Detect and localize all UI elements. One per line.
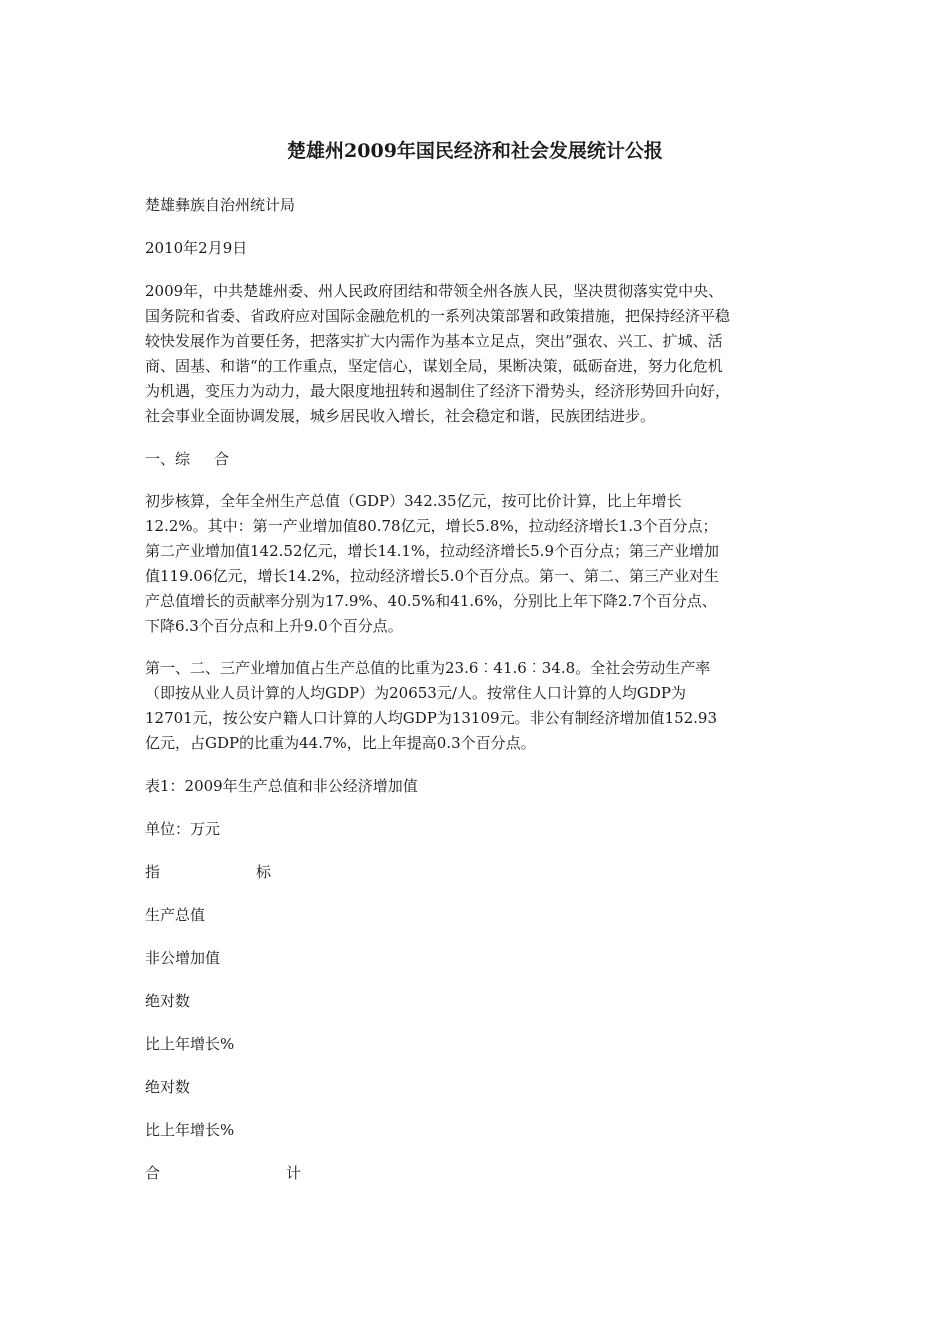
table-col-absolute: 绝对数 xyxy=(145,1078,191,1096)
gdp-paragraph xyxy=(145,489,805,639)
table-col-absolute: 绝对数 xyxy=(145,992,191,1010)
author-line: 楚雄彝族自治州统计局 xyxy=(145,196,296,214)
table-unit: 单位：万元 xyxy=(145,820,221,838)
gdp-line: 产总值增长的贡献率分别为17.9%、40.5%和41.6%，分别比上年下降2.7个百分点、 xyxy=(145,592,717,610)
intro-line: 较快发展作为首要任务，把落实扩大内需作为基本立足点，突出”强农、兴工、扩城、活 xyxy=(145,332,723,350)
gdp-line: 第二产业增加值142.52亿元，增长14.1%，拉动经济增长5.9个百分点；第三产业增加 xyxy=(145,542,719,560)
intro-line: 国务院和省委、省政府应对国际金融危机的一系列决策部署和政策措施，把保持经济平稳 xyxy=(145,307,731,325)
intro-line: 为机遇，变压力为动力，最大限度地扭转和遏制住了经济下滑势头，经济形势回升向好， xyxy=(145,382,731,400)
gdp-line: 初步核算，全年全州生产总值（GDP）342.35亿元，按可比价计算，比上年增长 xyxy=(145,492,682,510)
table-col-gdp: 生产总值 xyxy=(145,906,206,924)
structure-line: 12701元，按公安户籍人口计算的人均GDP为13109元。非公有制经济增加值152.93 xyxy=(145,709,718,727)
intro-line: 2009年，中共楚雄州委、州人民政府团结和带领全州各族人民，坚决贯彻落实党中央、 xyxy=(145,282,724,300)
section-heading-part: 一、综 xyxy=(145,450,191,468)
gdp-line: 下降6.3个百分点和上升9.0个百分点。 xyxy=(145,617,403,635)
structure-line: 第一、二、三产业增加值占生产总值的比重为23.6︰41.6︰34.8。全社会劳动生产率 xyxy=(145,659,711,677)
structure-line: （即按从业人员计算的人均GDP）为20653元/人。按常住人口计算的人均GDP为 xyxy=(145,684,686,702)
gdp-line: 12.2%。其中：第一产业增加值80.78亿元，增长5.8%，拉动经济增长1.3个百分点； xyxy=(145,517,718,535)
intro-paragraph xyxy=(145,279,805,429)
section-heading-1 xyxy=(145,447,229,472)
intro-line: 商、固基、和谐“的工作重点，坚定信心，谋划全局，果断决策，砥砺奋进，努力化危机 xyxy=(145,357,723,375)
intro-line: 社会事业全面协调发展，城乡居民收入增长，社会稳定和谐，民族团结进步。 xyxy=(145,407,656,425)
date-line: 2010年2月9日 xyxy=(145,239,248,257)
table-col-growth: 比上年增长% xyxy=(145,1121,235,1139)
table-header-part: 指 xyxy=(145,863,161,881)
table-col-nonpublic: 非公增加值 xyxy=(145,949,221,967)
structure-line: 亿元，占GDP的比重为44.7%，比上年提高0.3个百分点。 xyxy=(145,734,536,752)
document-title: 楚雄州2009年国民经济和社会发展统计公报 xyxy=(287,140,663,162)
table-col-growth: 比上年增长% xyxy=(145,1035,235,1053)
table-total-part: 计 xyxy=(286,1164,302,1182)
gdp-line: 值119.06亿元，增长14.2%，拉动经济增长5.0个百分点。第一、第二、第三产业对生 xyxy=(145,567,719,585)
table-row-total xyxy=(145,1161,301,1186)
table-header-indicator xyxy=(145,860,271,885)
section-heading-part: 合 xyxy=(214,450,230,468)
structure-paragraph xyxy=(145,656,805,756)
table-total-part: 合 xyxy=(145,1164,161,1182)
table-caption: 表1：2009年生产总值和非公经济增加值 xyxy=(145,777,418,795)
table-header-part: 标 xyxy=(256,863,272,881)
